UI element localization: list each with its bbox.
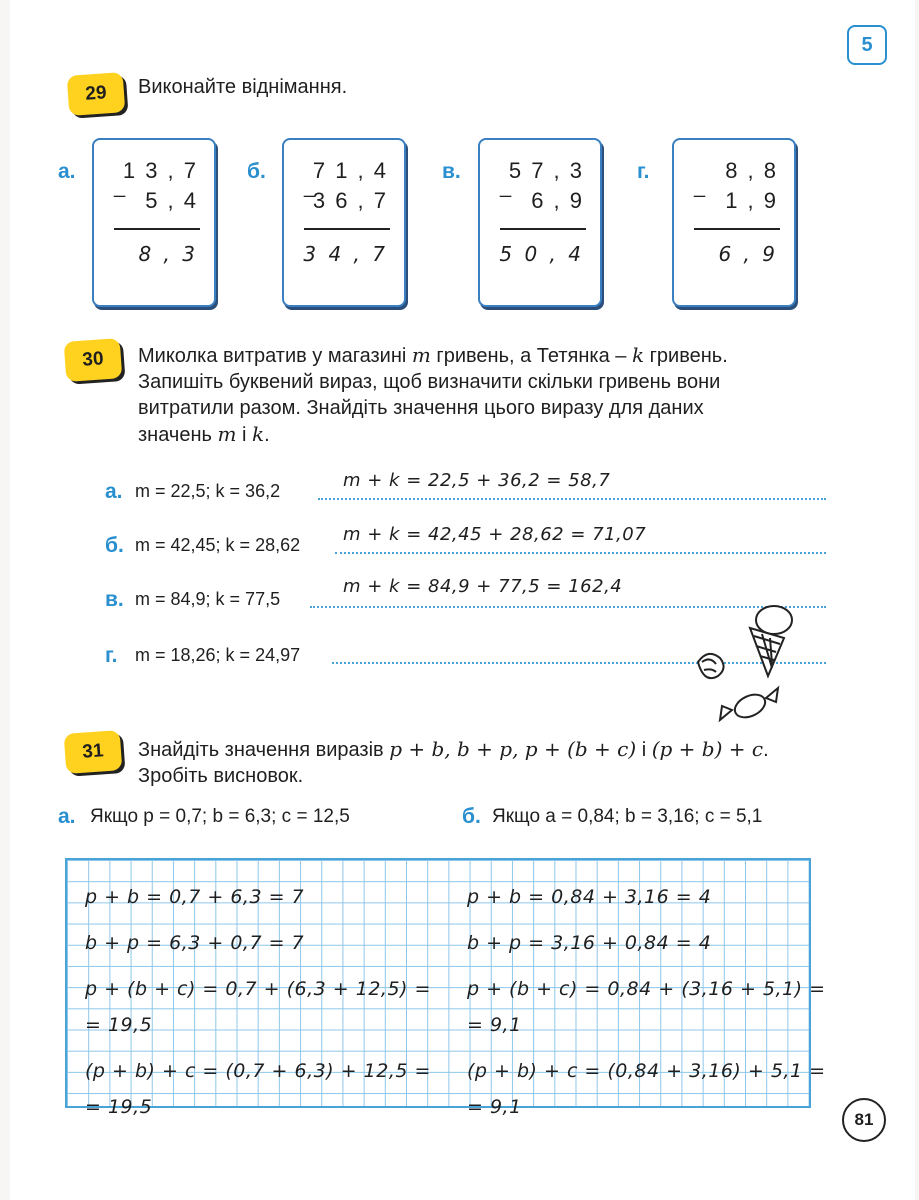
task-31-letter-a: а.: [58, 805, 76, 828]
task-31-text: [138, 736, 769, 789]
right-line-6: = 9,1: [467, 1096, 522, 1118]
variable-k: k: [631, 343, 645, 367]
task-30-condition-a: m = 22,5; k = 36,2: [135, 481, 281, 501]
task-29-letter-a: а.: [58, 160, 76, 183]
grid-answer-area[interactable]: [65, 858, 826, 1118]
minuend: 5 7 , 3: [508, 158, 584, 183]
right-line-2: b + p = 3,16 + 0,84 = 4: [467, 932, 712, 954]
minuend: 1 3 , 7: [122, 158, 198, 183]
task-30-answer-c[interactable]: m + k = 84,9 + 77,5 = 162,4: [343, 576, 623, 597]
task-29-title: Виконайте віднімання.: [138, 76, 348, 98]
task-30-line-2: Запишіть буквений вираз, щоб визначити скільки гривень вони: [138, 371, 721, 393]
text-fragment: .: [763, 739, 769, 761]
task-30-line-4: [138, 421, 728, 448]
text-fragment: Миколка витратив у магазині: [138, 345, 412, 367]
page-number: 81: [842, 1098, 886, 1142]
workbook-page: [10, 0, 915, 1200]
task-31-line-2: Зробіть висновок.: [138, 765, 304, 787]
right-line-1: p + b = 0,84 + 3,16 = 4: [467, 886, 712, 908]
right-line-4: = 9,1: [467, 1014, 522, 1036]
left-line-6: = 19,5: [85, 1096, 153, 1118]
task-30-line-1: [138, 342, 728, 369]
answer-line-a: [318, 498, 826, 500]
result-line: [500, 228, 586, 230]
minus-sign: _: [694, 176, 706, 198]
subtraction-box-d: [672, 138, 796, 307]
text-fragment: Знайдіть значення виразів: [138, 739, 390, 761]
difference: 3 4 , 7: [303, 242, 388, 266]
result-line: [694, 228, 780, 230]
task-30-letter-c: в.: [105, 588, 124, 611]
subtrahend: 3 6 , 7: [312, 188, 388, 213]
difference: 6 , 9: [718, 242, 778, 266]
subtraction-box-c: [478, 138, 602, 307]
right-line-5: (p + b) + c = (0,84 + 3,16) + 5,1 =: [467, 1060, 826, 1082]
minus-sign: _: [114, 176, 126, 198]
result-line: [304, 228, 390, 230]
text-fragment: гривень, а Тетянка –: [430, 345, 632, 367]
minus-sign: _: [304, 176, 316, 198]
task-30-number: 30: [64, 338, 123, 382]
subtrahend: 5 , 4: [145, 188, 198, 213]
task-29-letter-b: б.: [247, 160, 266, 183]
text-fragment: значень: [138, 424, 218, 446]
left-line-5: (p + b) + c = (0,7 + 6,3) + 12,5 =: [85, 1060, 431, 1082]
variable-k: k: [252, 422, 265, 446]
expression: (p + b) + c: [651, 737, 764, 761]
variable-m: m: [411, 343, 431, 367]
subtrahend: 6 , 9: [531, 188, 584, 213]
task-30-condition-c: m = 84,9; k = 77,5: [135, 589, 281, 609]
task-31-condition-a: Якщо p = 0,7; b = 6,3; c = 12,5: [90, 806, 350, 827]
subtraction-box-b: [282, 138, 406, 307]
left-line-4: = 19,5: [85, 1014, 153, 1036]
left-line-2: b + p = 6,3 + 0,7 = 7: [85, 932, 305, 954]
text-fragment: і: [236, 424, 252, 446]
task-29-letter-d: г.: [637, 160, 650, 183]
task-31-number: 31: [64, 730, 123, 774]
task-30-answer-b[interactable]: m + k = 42,45 + 28,62 = 71,07: [343, 524, 647, 545]
left-line-3: p + (b + c) = 0,7 + (6,3 + 12,5) =: [85, 978, 431, 1000]
subtrahend: 1 , 9: [725, 188, 778, 213]
task-30-condition-b: m = 42,45; k = 28,62: [135, 535, 301, 555]
minuend: 8 , 8: [725, 158, 778, 183]
task-29-letter-c: в.: [442, 160, 461, 183]
left-line-1: p + b = 0,7 + 6,3 = 7: [85, 886, 305, 908]
right-line-3: p + (b + c) = 0,84 + (3,16 + 5,1) =: [467, 978, 826, 1000]
expressions: p + b, b + p, p + (b + c): [389, 737, 637, 761]
difference: 8 , 3: [138, 242, 198, 266]
text-fragment: і: [636, 739, 652, 761]
text-fragment: .: [264, 424, 270, 446]
minus-sign: _: [500, 176, 512, 198]
task-30-letter-a: а.: [105, 480, 123, 503]
task-30-answer-a[interactable]: m + k = 22,5 + 36,2 = 58,7: [343, 470, 611, 491]
task-31-line-1: [138, 736, 769, 763]
task-30-text: [138, 342, 728, 448]
section-badge: 5: [847, 25, 887, 65]
text-fragment: гривень.: [644, 345, 728, 367]
subtraction-box-a: [92, 138, 216, 307]
minuend: 7 1 , 4: [312, 158, 388, 183]
answer-line-b: [335, 552, 826, 554]
candy-illustration: [688, 598, 808, 728]
task-31-letter-b: б.: [462, 805, 481, 828]
task-31-condition-b: Якщо a = 0,84; b = 3,16; c = 5,1: [492, 806, 763, 827]
task-30-letter-d: г.: [105, 644, 118, 667]
task-30-letter-b: б.: [105, 534, 124, 557]
result-line: [114, 228, 200, 230]
task-29-number: 29: [67, 72, 126, 116]
variable-m: m: [217, 422, 237, 446]
task-30-line-3: витратили разом. Знайдіть значення цього виразу для даних: [138, 397, 704, 419]
task-30-condition-d: m = 18,26; k = 24,97: [135, 645, 301, 665]
difference: 5 0 , 4: [499, 242, 584, 266]
